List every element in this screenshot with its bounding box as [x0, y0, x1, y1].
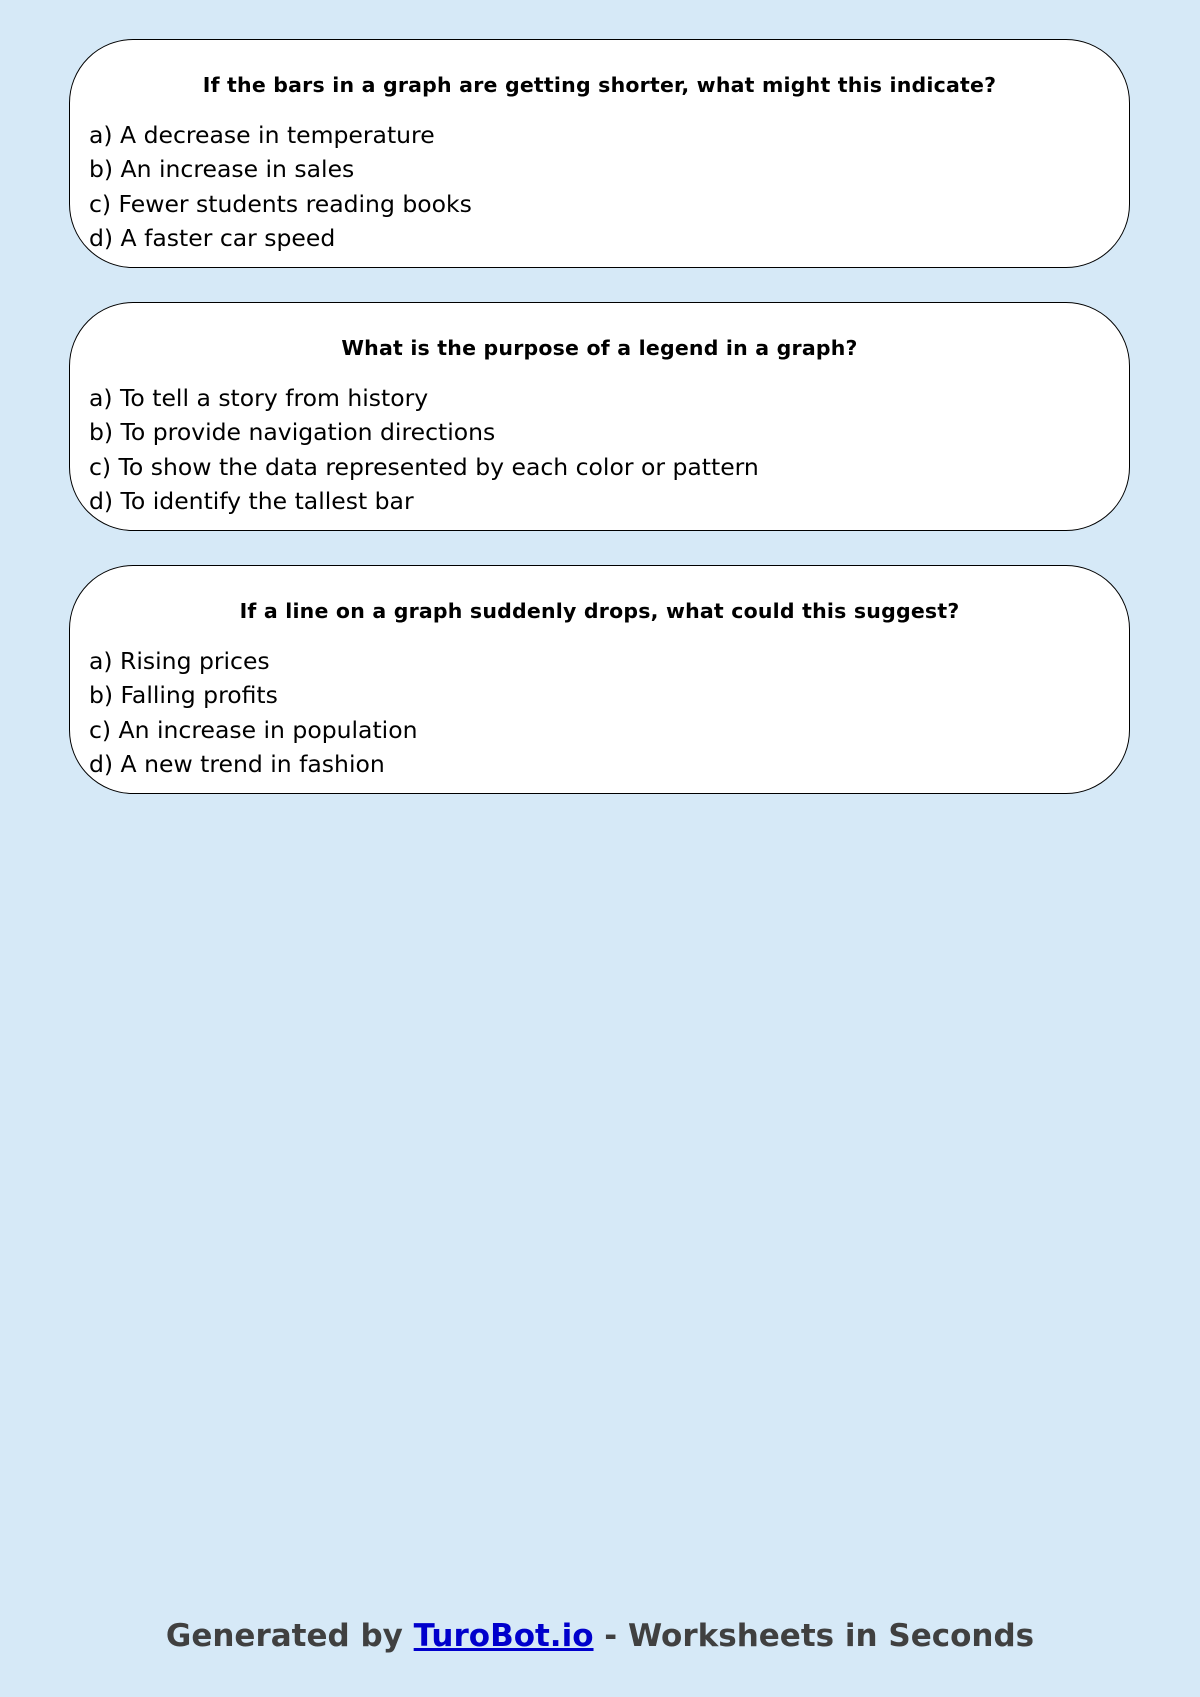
option-a: a) A decrease in temperature	[89, 121, 435, 149]
question-card-3	[69, 565, 1130, 794]
footer-prefix: Generated by	[165, 1618, 414, 1654]
option-a: a) Rising prices	[89, 647, 270, 675]
option-c: c) An increase in population	[89, 715, 418, 744]
option-d: d) A new trend in fashion	[89, 749, 385, 778]
option-a: a) To tell a story from history	[89, 384, 429, 412]
option-b: b) An increase in sales	[89, 155, 355, 184]
option-c: c) Fewer students reading books	[89, 189, 472, 218]
question-text: If a line on a graph suddenly drops, what could this suggest?	[239, 599, 960, 623]
option-c: c) To show the data represented by each color or pattern	[89, 452, 759, 481]
question-text: If the bars in a graph are getting shorter, what might this indicate?	[202, 73, 997, 97]
question-card-2	[69, 302, 1130, 531]
question-text: What is the purpose of a legend in a graph?	[341, 336, 858, 360]
option-d: d) A faster car speed	[89, 223, 336, 252]
option-b: b) To provide navigation directions	[89, 418, 496, 447]
footer-suffix: - Worksheets in Seconds	[593, 1618, 1035, 1654]
question-card-1	[69, 39, 1130, 268]
option-b: b) Falling profits	[89, 681, 278, 710]
footer	[0, 1618, 1200, 1654]
turobot-link[interactable]: TuroBot.io	[413, 1618, 594, 1654]
answer-options	[89, 644, 417, 781]
answer-options	[89, 381, 759, 518]
answer-options	[89, 118, 472, 255]
option-d: d) To identify the tallest bar	[89, 486, 414, 515]
